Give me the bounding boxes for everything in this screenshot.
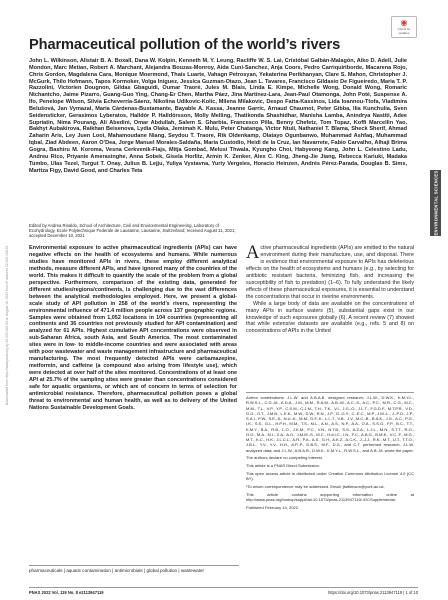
footnote-supporting-info[interactable]: This article contains supporting information online at http://www.pnas.org/lookup/suppl/doi:10.1073/pnas.2113947119/-/DCSupplemental. [246,491,414,503]
article-title: Pharmaceutical pollution of the world’s rivers [29,37,341,53]
intro-paragraph-2: While a large body of data are available on the concentrations of many APIs in surface waters (5), substantial gaps exist in our knowledge of such exposures globally (6). A recent review (7) showed that while extensive datasets are available (e.g., refs. 5 and 8) on concentrations of APIs in the United [246,300,414,335]
footnote-competing-interest: The authors declare no competing interest. [246,455,323,461]
page-footer [29,587,418,595]
badge-line-2: updates [398,31,410,35]
download-watermark [2,175,11,475]
footnote-license[interactable]: This open access article is distributed under Creative Commons Attribution License 4.0 (CC BY). [246,471,414,482]
keywords: pharmaceuticals | aquatic contamination | antimicrobials | global pollution | wastewater [29,565,239,573]
author-list: John L. Wilkinson, Alistair B. A. Boxall, Dana W. Kolpin, Kenneth M. Y. Leung, Racliffe W. S. Lai, Cristóbal Galbán-Malagón, Aiko D. Adell, Julie Mondon, Marc Metian, Robert A. Marchant, Alejandra Bouzas-Monroy, Aida Cuni-Sanchez, Anja Coors, Pedro Carriquiriborde, Macarena Rojo, Chris Gordon, Magdalena Cara, Monique Moermond, Thais Luarte, Vahagn Petrosyan, Yekaterina Perikhanyan, Clare S. Mahon, Christopher J. McGurk, Thilo Hofmann, Tapos Kormoker, Volga Iniguez, Jessica Guzman-Otazo, Jean L. Tavares, Francisco Gildasio De Figueiredo, Maria T. P. Razzolini, Victorien Dougnon, Gildas Gbaguidi, Oumar Traoré, Jules M. Blais, Linda E. Kimpe, Michelle Wong, Donald Wong, Romaric Ntchantcho, Jaime Pizarro, Guang-Guo Ying, Chang-Er Chen, Martha Páez, Jina Martínez-Lara, Jean-Paul Otamonga, John Poté, Suspense A. Ifo, Penelope Wilson, Silvia Echeverría-Sáenz, Nikolina Udikovic-Kolic, Milena Milakovic, Despo Fatta-Kassinos, Lida Ioannou-Ttofa, Vladimíra Belušová, Jan Vymazal, María Cárdenas-Bustamante, Bayable A. Kassa, Jeanne Garric, Arnaud Chaumot, Peter Gibba, Ilia Kunchulia, Sven Seidensticker, Gerasimos Lyberatos, Halldór P. Halldórsson, Molly Melling, Thatikonda Shashidhar, Manisha Lamba, Anindrya Nastiti, Adee Supriatin, Nima Pourang, Ali Abedini, Omar Abdullah, Salem S. Gharbia, Francesco Pilla, Benny Chefetz, Tom Topaz, Koffi Marcellin Yao, Bakhyt Aubakirova, Raikhan Beisenova, Lydia Olaka, Jemimah K. Mulu, Peter Chatanga, Victor Ntuli, Nathaniel T. Blama, Sheck Sherif, Ahmad Zaharin Aris, Ley Juen Looi, Mahamoudane Niang, Seydou T. Traore, Rik Oldenkamp, Olatayo Ogunbanwo, Muhammad Ashfaq, Muhammad Iqbal, Ziad Abdeen, Aaron O’Dea, Jorge Manuel Morales-Saldaña, Maria Custodio, Heidi de la Cruz, Ian Navarrete, Fabio Carvalho, Alhaji Brima Gogra, Bashiru M. Koroma, Vesna Cerkvenik-Flajs, Mitja Gombač, Melusi Thwala, Kyungho Choi, Habyeong Kang, John L. Celestino Ladu, Andreu Rico, Priyanie Amerasinghe, Anna Sobek, Gisela Horlitz, Armin K. Zenker, Alex C. King, Jheng-Jie Jiang, Rebecca Kariuki, Madaka Tumbo, Ulas Tezel, Turgut T. Onay, Julius B. Lejju, Yuliya Vystavna, Yuriy Vergeles, Horacio Heinzen, Andrés Pérez-Parada, Douglas B. Sims, Maritza Figy, David Good, and Charles Teta [29,58,407,174]
footnote-correspondence[interactable]: ¹To whom correspondence may be addressed. Email: jlwilkinson@york.ac.uk. [246,484,385,490]
download-watermark-text: Downloaded from https://www.pnas.org by 82.200.168.90 on August 16, 2022 from IP address 82.200.168.90. [4,244,9,406]
badge-line-1: Check for [397,26,411,31]
intro-paragraph-1-text: ctive pharmaceutical ingredients (APIs) are emitted to the natural environment during their manufacture, use, and disposal. There is evidence that environmental exposure to APIs has deleterious effects on the health of ecosystems and humans (e.g., by selecting for antibiotic resistant bacteria, feminizing fish, and increasing the susceptibility of fish to predation) (1–6). To fully understand the likely effects of these pharmaceutical exposures, it is essential to understand the concentrations that occur in riverine environments. [246,245,414,300]
doi-page-number[interactable]: https://doi.org/10.1073/pnas.2113947119 | 1 of 10 [328,590,418,596]
footnote-submission: This article is a PNAS Direct Submission. [246,463,320,469]
section-tab-label: ENVIRONMENTAL SCIENCES [433,170,438,236]
footnote-contributions: Author contributions: J.L.W. and A.B.A.B. designed research; J.L.W., D.W.K., K.M.Y.L., R.W.S.L., C.G.-M., A.D.A., J.M., M.M., R.A.M., A.B.-M., A.C.-S., A.C., P.C., M.R., C.G., M.C., M.M., T.L., V.P., Y.P., C.S.M., C.J.M., T.H., T.K., V.I., J.G.-O., J.L.T., F.G.D.F., M.T.P.R., V.D., G.G., O.T., J.M.B., L.E.K., M.W., D.W., R.N., J.P., G.-G.Y., C.-E.C., M.P., J.M.-L., J.-P.O., J.P., S.A.I., P.W., S.E.-S., N.U.-K., M.M., D.F.-K., L.I.-T., V.B., J.V., M.C.-B., B.A.K., J.G., A.C., P.G., I.K., S.S., G.L., H.P.H., M.M., T.S., M.L., A.N., A.S., N.P., A.A., O.A., S.S.G., F.P., B.C., T.T., K.M.Y., B.A., R.B., L.O., J.K.M., P.C., V.N., N.T.B., S.S., A.Z.A., L.J.L., M.N., S.T.T., R.O., O.O., M.A., M.I., Z.A., A.O., J.M.M.-S., M.C., H.d.l.C., I.N., F.C., A.B.G., B.M.K., V.C.-F., M.G., M.T., K.C., H.K., J.L.C.L., A.R., P.A., A.S., G.H., A.K.Z., A.C.K., J.-J.J., R.K., M.T., U.T., T.T.O., J.B.L., Y.V., Y.V., H.H., A.P.-P., D.B.S., M.F., D.G., and C.T. performed research; J.L.W. analyzed data; and J.L.W., A.B.A.B., D.W.K., K.M.Y.L., R.W.S.L., and A.B.-M. wrote the paper. [246,395,414,453]
editor-affiliation: Edited by Andrea Rinaldo, School of Architecture, Civil and Environmental Engineering, Laboratory of Ecohydrology, Ecole Polytechnique Federale de Lausanne, Lausanne, Switzerland; received August 11, 2021; accepted December 10, 2021 [29,223,236,239]
section-tab [430,170,441,236]
footnotes [246,392,414,510]
intro-text [246,242,414,335]
drop-cap: A [246,242,260,263]
abstract: Environmental exposure to active pharmaceutical ingredients (APIs) can have negative effects on the health of ecosystems and humans. While numerous studies have monitored APIs in rivers, these employ different analytical methods, measure different APIs, and have ignored many of the countries of the world. This makes it difficult to quantify the scale of the problem from a global perspective. Furthermore, comparison of the existing data, generated for different studies/regions/continents, is challenging due to the vast differences between the analytical methodologies employed. Here, we present a global-scale study of API pollution in 258 of the world’s rivers, representing the environmental influence of 471.4 million people across 137 geographic regions. Samples were obtained from 1,052 locations in 104 countries (representing all continents and 36 countries not previously studied for API contamination) and analyzed for 61 APIs. Highest cumulative API concentrations were observed in sub-Saharan Africa, south Asia, and South America. The most contaminated sites were in low- to middle-income countries and were associated with areas with poor wastewater and waste management infrastructure and pharmaceutical manufacturing. The most frequently detected APIs were carbamazepine, metformin, and caffeine (a compound also arising from lifestyle use), which were detected at over half of the sites monitored. Concentrations of at least one API at 25.7% of the sampling sites were greater than concentrations considered safe for aquatic organisms, or which are of concern in terms of selection for antimicrobial resistance. Therefore, pharmaceutical pollution poses a global threat to environmental and human health, as well as to delivery of the United Nations Sustainable Development Goals. [29,245,237,411]
footnote-published: Published February 14, 2022. [246,505,300,511]
intro-paragraph-1 [246,242,414,301]
check-for-updates-icon: ◉ [400,17,408,27]
check-for-updates-badge[interactable] [391,16,417,38]
journal-citation: PNAS 2022 Vol. 119 No. 8 e2113947119 [29,590,104,596]
